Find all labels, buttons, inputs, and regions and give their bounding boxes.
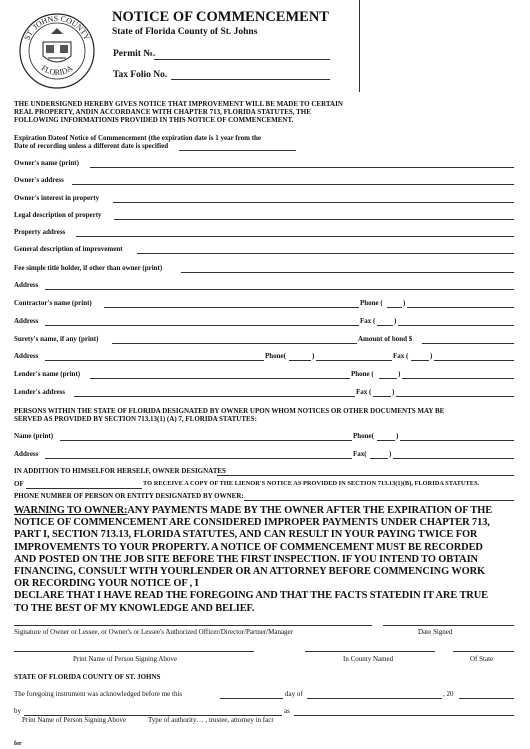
surety-address-field[interactable]: [45, 360, 264, 361]
designee-address-field[interactable]: [45, 458, 352, 459]
seal-top-text: ST. JOHNS COUNTY: [22, 13, 92, 42]
designated-line-2: SERVED AS PROVIDED BY SECTION 713.13(1) (A) 7, FLORIDA STATUTES:: [14, 415, 257, 423]
fee-simple-field[interactable]: [181, 272, 514, 273]
designee-address-label: Address: [14, 450, 39, 458]
designee-phone-field[interactable]: [400, 440, 514, 441]
fee-simple-address-field[interactable]: [45, 289, 514, 290]
owner-address-field[interactable]: [72, 184, 514, 185]
lender-fax-field[interactable]: [396, 396, 514, 397]
seal-icon: [18, 12, 96, 90]
designee-name-field[interactable]: [60, 440, 352, 441]
property-address-label: Property address: [14, 228, 66, 236]
contractor-fax-area[interactable]: [377, 325, 393, 326]
contractor-name-label: Contractor's name (print): [14, 299, 92, 307]
warning-line-3: PART I, SECTION 713.13, FLORIDA STATUTES, AND CAN RESULT IN YOUR PAYING TWICE FOR: [14, 529, 478, 541]
intro-line-3: FOLLOWING INFORMATIONIS PROVIDED IN THIS NOTICE OF COMMENCEMENT.: [14, 116, 294, 124]
designated-phone-label: PHONE NUMBER OF PERSON OR ENTITY DESIGNATED BY OWNER:: [14, 492, 244, 500]
surety-address-label: Address: [14, 352, 39, 360]
contractor-phone-field[interactable]: [407, 307, 514, 308]
amount-of-bond-label: Amount of bond $: [358, 335, 413, 343]
intro-line-1: THE UNDERSIGNED HEREBY GIVES NOTICE THAT IMPROVEMENT WILL BE MADE TO CERTAIN: [14, 100, 343, 108]
svg-text:FLORIDA: [40, 63, 75, 77]
tax-folio-field[interactable]: [171, 79, 330, 80]
contractor-address-label: Address: [14, 317, 39, 325]
surety-phone-field[interactable]: [316, 360, 392, 361]
warning-line-4: IMPROVEMENTS TO YOUR PROPERTY. A NOTICE OF COMMENCEMENT MUST BE RECORDED: [14, 541, 483, 553]
print-name-caption: Print Name of Person Signing Above: [73, 655, 178, 663]
lender-phone-area[interactable]: [379, 378, 397, 379]
designee-fax-close: ): [389, 450, 392, 458]
notary-as: as: [284, 707, 290, 715]
designee-phone-close: ): [396, 432, 399, 440]
permit-field[interactable]: [154, 59, 330, 60]
property-address-field[interactable]: [76, 236, 514, 237]
lender-fax-close: ): [392, 388, 395, 396]
surety-phone-area[interactable]: [289, 360, 311, 361]
designee-phone-label: Phone(: [353, 432, 374, 440]
addition-of-field[interactable]: [26, 488, 142, 489]
designee-name-label: Name (print): [14, 432, 54, 440]
designee-fax-area[interactable]: [370, 458, 388, 459]
contractor-fax-field[interactable]: [398, 325, 514, 326]
permit-label: Permit №.: [113, 49, 156, 59]
legal-description-field[interactable]: [114, 219, 514, 220]
notary-day-of: day of: [285, 690, 303, 698]
print-name-field[interactable]: [14, 651, 254, 652]
county-named-field[interactable]: [305, 651, 435, 652]
lender-phone-label: Phone (: [351, 370, 374, 378]
county-seal: [18, 12, 96, 90]
warning-line-9: TO THE BEST OF MY KNOWLEDGE AND BELIEF.: [14, 602, 255, 614]
notary-as-field[interactable]: [294, 715, 514, 716]
surety-name-field[interactable]: [112, 343, 357, 344]
notary-year-field[interactable]: [459, 698, 514, 699]
page-subtitle: State of Florida County of St. Johns: [112, 27, 258, 37]
lender-address-label: Lender's address: [14, 388, 66, 396]
seal-bottom-text: FLORIDA: [39, 63, 75, 77]
general-description-label: General description of improvement: [14, 245, 123, 253]
lender-address-field[interactable]: [74, 396, 355, 397]
warning-lead: WARNING TO OWNER:: [14, 505, 128, 516]
warning-line-7: OR RECORDING YOUR NOTICE OF , I: [14, 578, 199, 590]
surety-fax-field[interactable]: [434, 360, 514, 361]
header-divider: [359, 0, 360, 92]
designee-fax-field[interactable]: [393, 458, 514, 459]
contractor-phone-label: Phone (: [360, 299, 383, 307]
expiration-line-1: Expiration Dateof Notice of Commencement (the expiration date is 1 year from the: [14, 134, 262, 142]
designee-phone-area[interactable]: [377, 440, 395, 441]
signature-caption: Signature of Owner or Lessee, or Owner's or Lessee's Authorized Officer/Director/Partner/Manager: [14, 628, 293, 636]
notary-year-prefix: , 20: [443, 690, 454, 698]
warning-line-1: ANY PAYMENTS MADE BY THE OWNER AFTER THE EXPIRATION OF THE: [127, 505, 493, 516]
signature-field[interactable]: [14, 625, 372, 626]
intro-line-2: REAL PROPERTY, ANDIN ACCORDANCE WITH CHAPTER 713, FLORIDA STATUTES, THE: [14, 108, 311, 116]
warning-line-6: FINANCING, CONSULT WITH YOURLENDER OR AN ATTORNEY BEFORE COMMENCING WORK: [14, 566, 486, 578]
contractor-phone-close: ): [403, 299, 406, 307]
lender-name-field[interactable]: [90, 378, 350, 379]
notary-print-name-caption: Print Name of Person Signing Above: [22, 716, 127, 724]
contractor-address-field[interactable]: [45, 325, 359, 326]
county-named-caption: In County Named: [343, 655, 394, 663]
designee-fax-label: Fax(: [353, 450, 367, 458]
legal-description-label: Legal description of property: [14, 211, 102, 219]
lender-phone-field[interactable]: [402, 378, 514, 379]
lender-fax-area[interactable]: [373, 396, 391, 397]
addition-designee-field[interactable]: [217, 475, 514, 476]
surety-phone-label: Phone(: [265, 352, 286, 360]
lender-phone-close: ): [398, 370, 401, 378]
warning-block: [14, 505, 524, 615]
general-description-field[interactable]: [137, 253, 514, 254]
notary-type-authority-caption: Type of authority… , trustee, attorney in fact: [148, 716, 274, 724]
owner-name-field[interactable]: [90, 167, 514, 168]
contractor-fax-close: ): [394, 317, 397, 325]
owner-name-label: Owner's name (print): [14, 159, 79, 167]
notary-by: by: [14, 707, 21, 715]
notary-month-field[interactable]: [307, 698, 442, 699]
designated-phone-field[interactable]: [244, 500, 514, 501]
warning-line-5: AND POSTED ON THE JOB SITE BEFORE THE FIRST INSPECTION. IF YOU INTEND TO OBTAIN: [14, 553, 478, 565]
of-state-caption: Of State: [470, 655, 494, 663]
addition-of-text: TO RECEIVE A COPY OF THE LIENOR'S NOTICE AS PROVIDED IN SECTION 713.13(1)(B), FLORIDA STATUTES.: [143, 480, 480, 487]
lender-fax-label: Fax (: [356, 388, 372, 396]
contractor-fax-label: Fax (: [360, 317, 376, 325]
owner-address-label: Owner's address: [14, 176, 64, 184]
surety-phone-close: ): [312, 352, 315, 360]
surety-fax-close: ): [430, 352, 433, 360]
warning-line-2: NOTICE OF COMMENCEMENT ARE CONSIDERED IMPROPER PAYMENTS UNDER CHAPTER 713,: [14, 517, 490, 529]
contractor-phone-area[interactable]: [387, 307, 402, 308]
tax-folio-label: Tax Folio No.: [113, 70, 168, 80]
expiration-line-2: Date of recording unless a different date is specified: [14, 142, 169, 150]
addition-line-1: IN ADDITION TO HIMSELFOR HERSELF, OWNER DESIGNATES: [14, 467, 226, 475]
notary-day-field[interactable]: [220, 698, 283, 699]
fee-simple-label: Fee simple title holder, if other than owner (print): [14, 264, 163, 272]
state-field[interactable]: [453, 651, 514, 652]
designated-line-1: PERSONS WITHIN THE STATE OF FLORIDA DESIGNATED BY OWNER UPON WHOM NOTICES OR OTHER DOCUMENTS MAY BE: [14, 407, 445, 415]
amount-of-bond-field[interactable]: [422, 343, 514, 344]
date-signed-caption: Date Signed: [418, 628, 453, 636]
notary-state-county: STATE OF FLORIDA COUNTY OF ST. JOHNS: [14, 673, 161, 681]
surety-name-label: Surety's name, if any (print): [14, 335, 99, 343]
notary-for: for: [14, 741, 22, 747]
surety-fax-area[interactable]: [411, 360, 429, 361]
surety-fax-label: Fax (: [393, 352, 409, 360]
date-signed-field[interactable]: [383, 625, 514, 626]
expiration-date-field[interactable]: [179, 150, 296, 151]
notary-acknowledged: The foregoing instrument was acknowledged before me this: [14, 690, 183, 698]
lender-name-label: Lender's name (print): [14, 370, 81, 378]
owner-interest-label: Owner's interest in property: [14, 194, 100, 202]
fee-simple-address-label: Address: [14, 281, 39, 289]
page-title: NOTICE OF COMMENCEMENT: [112, 9, 329, 25]
owner-interest-field[interactable]: [113, 202, 514, 203]
addition-of-label: OF: [14, 480, 24, 488]
warning-line-8: DECLARE THAT I HAVE READ THE FOREGOING AND THAT THE FACTS STATEDIN IT ARE TRUE: [14, 590, 488, 602]
contractor-name-field[interactable]: [104, 307, 359, 308]
